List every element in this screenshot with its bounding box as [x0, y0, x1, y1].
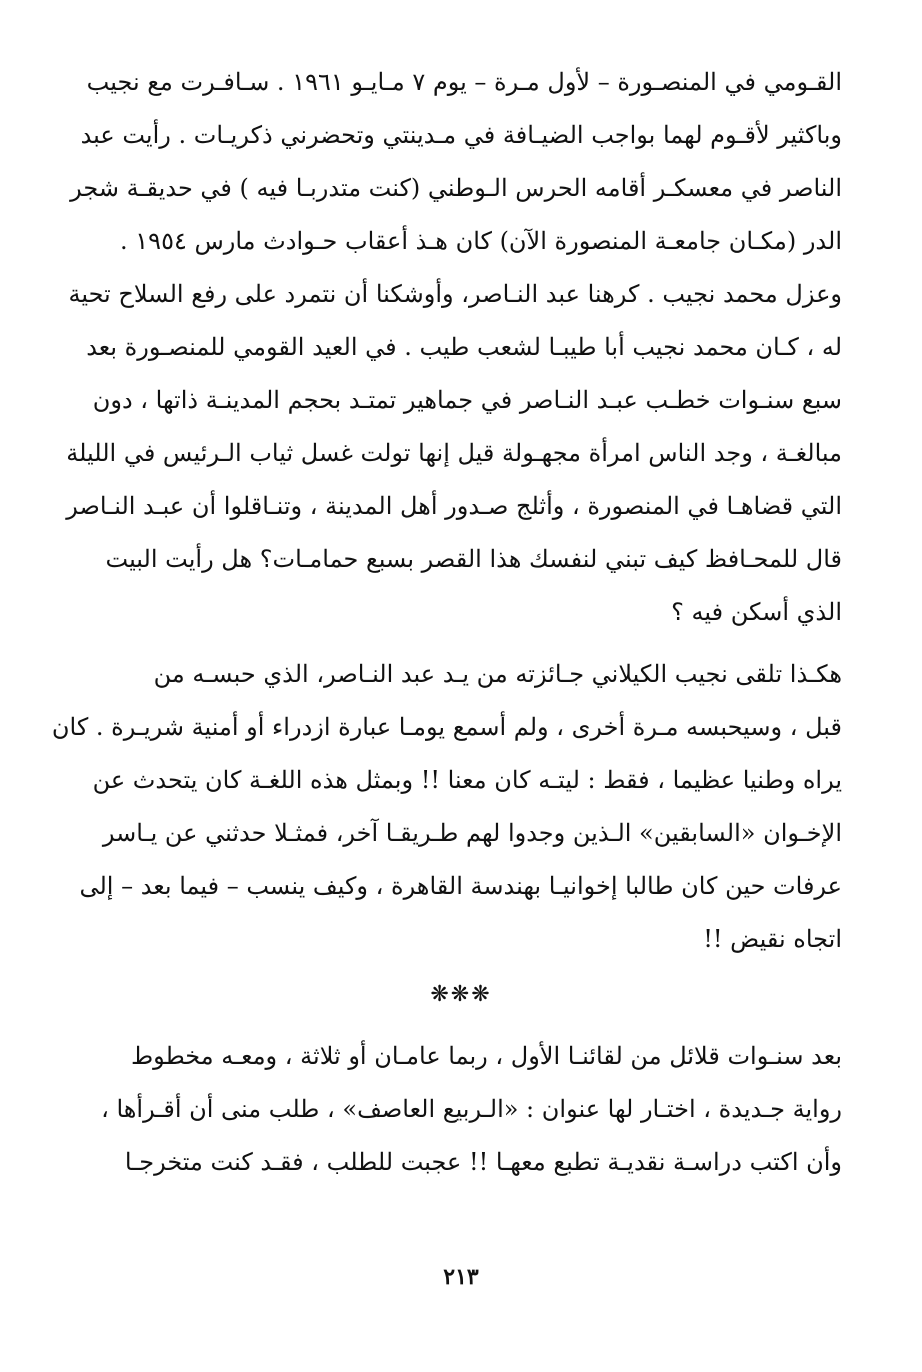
text-line: عرفات حين كان طالبا إخوانيـا بهندسة القاهرة ، وكيف ينسب – فيما بعد – إلى: [79, 872, 842, 900]
text-line: الناصر في معسكـر أقامه الحرس الـوطني (كنت متدربـا فيه ) في حديقـة شجر: [70, 174, 842, 202]
section-separator: ❋❋❋: [430, 982, 492, 1007]
text-line: الإخـوان «السابقين» الـذين وجدوا لهم طـريقـا آخر، فمثـلا حدثني عن يـاسر: [102, 819, 842, 847]
text-line: سبع سنـوات خطـب عبـد النـاصر في جماهير تمتـد بحجم المدينـة ذاتها ، دون: [92, 386, 842, 414]
text-line: التي قضاهـا في المنصورة ، وأثلج صـدور أهل المدينة ، وتنـاقلوا أن عبـد النـاصر: [66, 492, 842, 520]
text-line: قال للمحـافظ كيف تبني لنفسك هذا القصر بسبع حمامـات؟ هل رأيت البيت: [105, 545, 842, 573]
text-line: رواية جـديدة ، اختـار لها عنوان : «الـربيع العاصف» ، طلب منى أن أقـرأها ،: [101, 1095, 842, 1123]
paragraph-2: [51, 648, 842, 966]
paragraph-1: [66, 56, 842, 639]
text-line: الذي أسكن فيه ؟: [671, 598, 842, 626]
text-line: هكـذا تلقى نجيب الكيلاني جـائزته من يـد عبد النـاصر، الذي حبسـه من: [153, 660, 842, 688]
text-line: له ، كـان محمد نجيب أبا طيبـا لشعب طيب . في العيد القومي للمنصـورة بعد: [86, 333, 842, 361]
text-line: وأن اكتب دراسـة نقديـة تطبع معهـا !! عجبت للطلب ، فقـد كنت متخرجـا: [124, 1148, 842, 1176]
text-line: مبالغـة ، وجد الناس امرأة مجهـولة قيل إنها تولت غسل ثياب الـرئيس في الليلة: [66, 439, 842, 467]
text-line: القـومي في المنصـورة – لأول مـرة – يوم ٧ مـايـو ١٩٦١ . سـافـرت مع نجيب: [86, 68, 842, 96]
page-number: ٢١٣: [443, 1264, 479, 1290]
text-line: وعزل محمد نجيب . كرهنا عبد النـاصر، وأوشكنا أن نتمرد على رفع السلاح تحية: [68, 280, 842, 308]
text-line: بعد سنـوات قلائل من لقائنـا الأول ، ربما عامـان أو ثلاثة ، ومعـه مخطوط: [130, 1042, 842, 1070]
text-line: اتجاه نقيض !!: [703, 925, 842, 953]
paragraph-3: [101, 1030, 842, 1189]
text-line: قبل ، وسيحبسه مـرة أخرى ، ولم أسمع يومـا عبارة ازدراء أو أمنية شريـرة . كان: [51, 713, 842, 741]
text-line: الدر (مكـان جامعـة المنصورة الآن) كان هـذ أعقاب حـوادث مارس ١٩٥٤ .: [120, 227, 842, 255]
text-line: يراه وطنيا عظيما ، فقط : ليتـه كان معنا !! وبمثل هذه اللغـة كان يتحدث عن: [92, 766, 842, 794]
text-line: وباكثير لأقـوم لهما بواجب الضيـافة في مـدينتي وتحضرني ذكريـات . رأيت عبد: [80, 121, 842, 149]
